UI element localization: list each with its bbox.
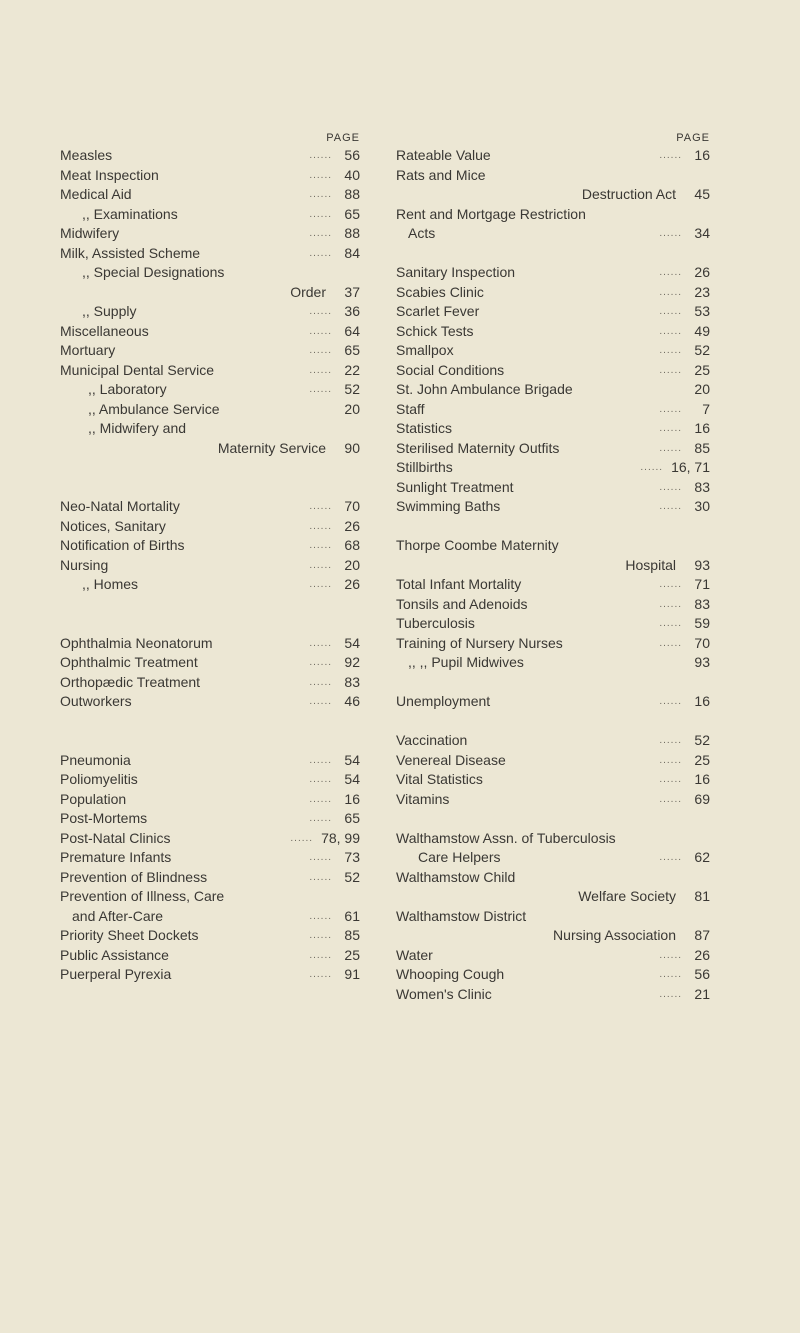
index-entry-page: 81 bbox=[694, 888, 710, 904]
index-entry bbox=[396, 166, 710, 186]
leader-dots: ...... bbox=[659, 793, 682, 805]
index-entry bbox=[60, 419, 360, 439]
index-entry bbox=[396, 634, 710, 654]
leader-dots: ...... bbox=[290, 832, 314, 844]
leader-dots: ...... bbox=[659, 988, 682, 1000]
index-entry bbox=[396, 400, 710, 420]
index-entry bbox=[60, 673, 360, 693]
leader-dots: ...... bbox=[659, 949, 682, 961]
index-entry-label: Scabies Clinic bbox=[396, 283, 484, 300]
index-entry-label: Walthamstow Assn. of Tuberculosis bbox=[396, 829, 616, 846]
index-entry bbox=[60, 283, 360, 303]
index-entry-page: 54 bbox=[344, 771, 360, 787]
index-entry-page: 91 bbox=[344, 966, 360, 982]
leader-dots: ...... bbox=[659, 774, 682, 785]
index-entry-page: 53 bbox=[694, 303, 710, 319]
index-entry bbox=[396, 731, 710, 751]
index-entry-label: ,, Laboratory bbox=[88, 381, 167, 397]
leader-dots: ...... bbox=[309, 676, 332, 688]
index-entry bbox=[60, 790, 360, 810]
index-entry-page: 93 bbox=[694, 654, 710, 670]
index-entry-page: 59 bbox=[694, 615, 710, 631]
index-entry-page: 65 bbox=[344, 205, 360, 222]
index-entry-page: 85 bbox=[344, 927, 360, 943]
leader-dots: ...... bbox=[659, 579, 682, 590]
index-entry-label: Neo-Natal Mortality bbox=[60, 498, 180, 514]
index-entry bbox=[396, 185, 710, 205]
index-entry bbox=[396, 985, 710, 1005]
leader-dots: ...... bbox=[659, 598, 682, 610]
index-entry bbox=[60, 497, 360, 517]
leader-dots bbox=[524, 653, 690, 673]
index-entry-label: Venereal Disease bbox=[396, 751, 506, 768]
index-entry-page: 52 bbox=[344, 868, 360, 885]
index-entry-page: 45 bbox=[694, 186, 710, 202]
index-entry-label: Staff bbox=[396, 400, 425, 417]
index-entry bbox=[60, 653, 360, 673]
index-entry-label: Priority Sheet Dockets bbox=[60, 927, 199, 943]
index-entry-page: 26 bbox=[694, 264, 710, 280]
index-entry bbox=[396, 790, 710, 810]
index-entry bbox=[396, 965, 710, 985]
index-entry bbox=[396, 458, 710, 478]
leader-dots: ...... bbox=[659, 267, 682, 278]
index-column-right bbox=[396, 130, 710, 1004]
index-entry bbox=[60, 770, 360, 790]
leader-dots: ...... bbox=[659, 618, 682, 629]
leader-dots: ...... bbox=[309, 657, 332, 668]
index-entry-page: 83 bbox=[344, 673, 360, 690]
page-column-header-left: PAGE bbox=[326, 132, 360, 144]
index-entry-label: Schick Tests bbox=[396, 322, 474, 339]
leader-dots bbox=[220, 400, 340, 420]
index-entry-label: Acts bbox=[408, 225, 436, 241]
index-entry bbox=[396, 341, 710, 361]
index-entry-label: Tonsils and Adenoids bbox=[396, 595, 528, 612]
index-entry-label: ,, Special Designations bbox=[82, 264, 225, 280]
index-entry-label: Whooping Cough bbox=[396, 966, 505, 982]
index-entry-label: ,, Ambulance Service bbox=[88, 400, 220, 417]
index-entry bbox=[60, 868, 360, 888]
index-entry bbox=[396, 263, 710, 283]
index-entry-page: 46 bbox=[344, 693, 360, 709]
index-entry-label: Sunlight Treatment bbox=[396, 478, 514, 495]
index-spacer bbox=[60, 712, 360, 732]
index-entry-page: 65 bbox=[344, 810, 360, 826]
index-entry-label: Ophthalmia Neonatorum bbox=[60, 634, 213, 651]
index-entry bbox=[396, 829, 710, 849]
leader-dots: ...... bbox=[659, 325, 682, 337]
index-entry bbox=[396, 224, 710, 244]
index-entry-label: Meat Inspection bbox=[60, 166, 159, 183]
index-entry-page: 16 bbox=[694, 420, 710, 436]
index-entry bbox=[60, 341, 360, 361]
leader-dots: ...... bbox=[309, 852, 332, 863]
index-entry-page: 26 bbox=[344, 576, 360, 592]
leader-dots: ...... bbox=[309, 793, 332, 805]
index-entry bbox=[396, 907, 710, 927]
index-entry bbox=[60, 146, 360, 166]
index-entry-page: 23 bbox=[694, 283, 710, 300]
index-entry-page: 92 bbox=[344, 654, 360, 670]
index-entry bbox=[396, 848, 710, 868]
index-entry bbox=[60, 400, 360, 420]
index-entry-label: Training of Nursery Nurses bbox=[396, 634, 563, 651]
index-entry-page: 22 bbox=[344, 361, 360, 378]
index-spacer bbox=[60, 595, 360, 615]
leader-dots: ...... bbox=[659, 423, 682, 434]
leader-dots: ...... bbox=[309, 871, 332, 883]
index-entry-page: 21 bbox=[694, 985, 710, 1002]
index-entry-label: Tuberculosis bbox=[396, 615, 475, 631]
index-entry bbox=[60, 263, 360, 283]
index-entry-label: Prevention of Blindness bbox=[60, 868, 208, 885]
index-entries-left bbox=[60, 146, 360, 985]
index-entry bbox=[396, 380, 710, 400]
index-spacer bbox=[396, 517, 710, 537]
index-entry-page: 25 bbox=[344, 946, 360, 963]
index-column-left bbox=[60, 130, 360, 985]
index-entry-page: 71 bbox=[694, 576, 710, 592]
leader-dots: ...... bbox=[659, 345, 682, 356]
index-entry-page: 16 bbox=[344, 790, 360, 807]
index-entry bbox=[396, 419, 710, 439]
index-entry-label: Water bbox=[396, 946, 433, 963]
index-entry-label: and After-Care bbox=[72, 907, 164, 924]
index-entry bbox=[396, 926, 710, 946]
leader-dots: ...... bbox=[309, 930, 332, 941]
index-entry bbox=[60, 907, 360, 927]
leader-dots: ...... bbox=[309, 384, 332, 395]
index-entry-label: Scarlet Fever bbox=[396, 303, 480, 319]
index-entry-page: 56 bbox=[694, 966, 710, 982]
index-entry-page: 70 bbox=[344, 498, 360, 514]
index-entry-label: Welfare Society bbox=[578, 888, 676, 904]
index-entry-page: 73 bbox=[344, 849, 360, 865]
leader-dots: ...... bbox=[309, 559, 332, 571]
leader-dots: ...... bbox=[659, 403, 682, 415]
index-entry-label: Social Conditions bbox=[396, 361, 505, 378]
index-entry-page: 88 bbox=[344, 186, 360, 202]
index-entry-page: 52 bbox=[694, 342, 710, 358]
leader-dots: ...... bbox=[309, 774, 332, 785]
index-entry-label: Municipal Dental Service bbox=[60, 361, 215, 378]
index-entry bbox=[396, 146, 710, 166]
index-entry-label: Population bbox=[60, 790, 127, 807]
index-entry-label: Rateable Value bbox=[396, 147, 491, 163]
leader-dots: ...... bbox=[659, 852, 682, 863]
index-entry-label: Hospital bbox=[625, 556, 676, 573]
leader-dots: ...... bbox=[659, 969, 682, 980]
index-entry-label: Statistics bbox=[396, 420, 453, 436]
index-entry-page: 52 bbox=[344, 381, 360, 397]
index-entries-right bbox=[396, 146, 710, 1004]
index-entry-label: Mortuary bbox=[60, 342, 116, 358]
index-entry-page: 26 bbox=[694, 946, 710, 963]
index-entry bbox=[60, 751, 360, 771]
index-entry bbox=[60, 185, 360, 205]
index-spacer bbox=[396, 712, 710, 732]
index-entry-label: Premature Infants bbox=[60, 849, 172, 865]
leader-dots: ...... bbox=[309, 813, 332, 824]
index-entry-label: Prevention of Illness, Care bbox=[60, 888, 225, 904]
index-entry bbox=[396, 205, 710, 225]
index-spacer bbox=[60, 458, 360, 478]
leader-dots: ...... bbox=[309, 754, 332, 766]
index-entry-page: 84 bbox=[344, 244, 360, 261]
index-entry-page: 69 bbox=[694, 790, 710, 807]
index-entry-page: 16 bbox=[694, 771, 710, 787]
index-entry-page: 87 bbox=[694, 927, 710, 943]
index-entry bbox=[60, 166, 360, 186]
index-entry bbox=[60, 517, 360, 537]
index-entry-page: 16 bbox=[694, 693, 710, 709]
index-entry-page: 20 bbox=[344, 400, 360, 417]
index-entry bbox=[396, 595, 710, 615]
index-entry-page: 93 bbox=[694, 556, 710, 573]
leader-dots: ...... bbox=[309, 247, 332, 259]
index-entry bbox=[396, 887, 710, 907]
index-entry-label: ,, Homes bbox=[82, 576, 139, 592]
index-entry bbox=[60, 224, 360, 244]
index-entry-label: ,, Supply bbox=[82, 303, 137, 319]
index-entry bbox=[396, 439, 710, 459]
leader-dots: ...... bbox=[309, 189, 332, 200]
leader-dots: ...... bbox=[659, 696, 682, 707]
index-entry-label: Care Helpers bbox=[418, 849, 501, 865]
index-spacer bbox=[396, 673, 710, 693]
index-entry bbox=[60, 926, 360, 946]
index-entry-label: Outworkers bbox=[60, 693, 132, 709]
index-entry bbox=[396, 751, 710, 771]
index-entry-label: Notices, Sanitary bbox=[60, 517, 166, 534]
index-entry bbox=[396, 478, 710, 498]
index-entry bbox=[60, 556, 360, 576]
leader-dots: ...... bbox=[309, 169, 332, 181]
index-entry bbox=[60, 380, 360, 400]
index-entry-label: Rent and Mortgage Restriction bbox=[396, 205, 586, 222]
index-entry-label: ,, ,, Pupil Midwives bbox=[408, 654, 524, 670]
leader-dots: ...... bbox=[309, 364, 332, 376]
leader-dots: ...... bbox=[659, 754, 682, 766]
index-entry-page: 68 bbox=[344, 537, 360, 553]
index-entry-label: Post-Natal Clinics bbox=[60, 829, 171, 846]
leader-dots: ...... bbox=[659, 306, 682, 317]
index-entry-label: Midwifery bbox=[60, 225, 120, 241]
index-entry-label: St. John Ambulance Brigade bbox=[396, 381, 573, 397]
index-entry-page: 49 bbox=[694, 322, 710, 339]
index-entry bbox=[60, 244, 360, 264]
index-entry-label: Poliomyelitis bbox=[60, 771, 138, 787]
index-entry-page: 83 bbox=[694, 595, 710, 612]
leader-dots: ...... bbox=[309, 540, 332, 551]
index-spacer bbox=[60, 478, 360, 498]
index-entry bbox=[60, 848, 360, 868]
index-entry bbox=[396, 614, 710, 634]
index-entry-label: Milk, Assisted Scheme bbox=[60, 244, 201, 261]
index-entry-page: 64 bbox=[344, 322, 360, 339]
index-entry-page: 34 bbox=[694, 225, 710, 241]
leader-dots: ...... bbox=[309, 696, 332, 707]
index-entry-label: Vaccination bbox=[396, 732, 468, 748]
index-entry-page: 62 bbox=[694, 849, 710, 865]
index-entry bbox=[396, 946, 710, 966]
index-entry bbox=[60, 965, 360, 985]
index-entry bbox=[60, 692, 360, 712]
leader-dots: ...... bbox=[309, 345, 332, 356]
index-entry-page: 90 bbox=[344, 439, 360, 456]
leader-dots: ...... bbox=[309, 579, 332, 590]
index-entry-label: Post-Mortems bbox=[60, 810, 148, 826]
leader-dots bbox=[573, 380, 690, 400]
index-entry-label: Unemployment bbox=[396, 693, 491, 709]
index-entry-page: 54 bbox=[344, 634, 360, 651]
leader-dots: ...... bbox=[309, 520, 332, 532]
leader-dots: ...... bbox=[309, 969, 332, 980]
index-entry-label: Order bbox=[290, 283, 326, 300]
index-entry bbox=[396, 575, 710, 595]
index-entry bbox=[60, 322, 360, 342]
index-entry bbox=[396, 692, 710, 712]
index-entry-label: Notification of Births bbox=[60, 537, 185, 553]
leader-dots: ...... bbox=[659, 501, 682, 512]
index-entry-label: Total Infant Mortality bbox=[396, 576, 522, 592]
index-entry-label: Sterilised Maternity Outfits bbox=[396, 439, 560, 456]
index-entry-label: Maternity Service bbox=[217, 439, 326, 456]
index-entry-label: Swimming Baths bbox=[396, 498, 501, 514]
index-entry-label: Pneumonia bbox=[60, 751, 131, 768]
index-entry-page: 26 bbox=[344, 517, 360, 534]
index-entry bbox=[396, 868, 710, 888]
index-entry-page: 54 bbox=[344, 751, 360, 768]
index-entry-label: Vitamins bbox=[396, 790, 450, 807]
index-entry bbox=[396, 361, 710, 381]
index-entry-label: Thorpe Coombe Maternity bbox=[396, 537, 559, 553]
index-entry-page: 52 bbox=[694, 732, 710, 748]
index-entry bbox=[60, 634, 360, 654]
leader-dots: ...... bbox=[309, 501, 332, 512]
leader-dots: ...... bbox=[659, 735, 682, 746]
index-entry-page: 20 bbox=[344, 556, 360, 573]
index-entry-label: Nursing Association bbox=[553, 927, 676, 943]
index-entry-page: 37 bbox=[344, 283, 360, 300]
index-entry bbox=[60, 536, 360, 556]
index-entry-page: 16 bbox=[694, 147, 710, 163]
leader-dots: ...... bbox=[309, 637, 332, 649]
index-spacer bbox=[60, 614, 360, 634]
index-entry bbox=[60, 829, 360, 849]
index-entry-label: Ophthalmic Treatment bbox=[60, 654, 198, 670]
leader-dots: ...... bbox=[659, 481, 682, 493]
leader-dots: ...... bbox=[309, 949, 332, 961]
index-entry bbox=[60, 887, 360, 907]
index-spacer bbox=[396, 244, 710, 264]
index-entry-label: Vital Statistics bbox=[396, 771, 483, 787]
index-entry bbox=[396, 556, 710, 576]
index-entry-label: Rats and Mice bbox=[396, 166, 486, 183]
index-entry-page: 88 bbox=[344, 225, 360, 241]
leader-dots: ...... bbox=[309, 150, 332, 161]
leader-dots: ...... bbox=[659, 637, 682, 649]
index-entry-label: Miscellaneous bbox=[60, 322, 149, 339]
index-entry bbox=[60, 809, 360, 829]
index-entry bbox=[60, 946, 360, 966]
index-entry-page: 56 bbox=[344, 147, 360, 163]
index-entry-page: 25 bbox=[694, 361, 710, 378]
index-entry-page: 25 bbox=[694, 751, 710, 768]
index-entry-label: Public Assistance bbox=[60, 946, 169, 963]
index-entry-page: 7 bbox=[702, 400, 710, 417]
index-entry-label: Orthopædic Treatment bbox=[60, 673, 201, 690]
index-entry-page: 40 bbox=[344, 166, 360, 183]
leader-dots: ...... bbox=[659, 442, 682, 454]
leader-dots: ...... bbox=[309, 208, 332, 220]
leader-dots: ...... bbox=[659, 228, 682, 239]
index-entry-label: ,, Examinations bbox=[82, 205, 178, 222]
index-entry bbox=[60, 205, 360, 225]
index-entry-page: 83 bbox=[694, 478, 710, 495]
index-spacer bbox=[396, 809, 710, 829]
index-entry bbox=[60, 302, 360, 322]
index-entry-page: 30 bbox=[694, 498, 710, 514]
index-entry-page: 16, 71 bbox=[671, 459, 710, 475]
index-entry bbox=[396, 770, 710, 790]
leader-dots: ...... bbox=[309, 306, 332, 317]
leader-dots: ...... bbox=[659, 286, 682, 298]
index-entry bbox=[60, 575, 360, 595]
leader-dots: ...... bbox=[309, 228, 332, 239]
leader-dots: ...... bbox=[659, 150, 682, 161]
index-entry-page: 61 bbox=[344, 907, 360, 924]
index-entry bbox=[60, 361, 360, 381]
index-entry-label: Puerperal Pyrexia bbox=[60, 966, 172, 982]
index-entry bbox=[396, 283, 710, 303]
leader-dots: ...... bbox=[659, 364, 682, 376]
index-entry-label: Sanitary Inspection bbox=[396, 264, 516, 280]
index-entry-label: ,, Midwifery and bbox=[88, 420, 187, 436]
index-entry-page: 20 bbox=[694, 381, 710, 397]
index-entry-page: 36 bbox=[344, 303, 360, 319]
index-entry-label: Nursing bbox=[60, 556, 109, 573]
index-spacer bbox=[60, 731, 360, 751]
index-entry-label: Medical Aid bbox=[60, 186, 132, 202]
index-entry bbox=[396, 536, 710, 556]
index-entry-page: 85 bbox=[694, 439, 710, 456]
leader-dots: ...... bbox=[640, 462, 664, 473]
index-entry-label: Walthamstow District bbox=[396, 907, 527, 924]
index-entry-label: Destruction Act bbox=[581, 186, 676, 202]
index-entry bbox=[396, 302, 710, 322]
index-entry-label: Walthamstow Child bbox=[396, 868, 516, 885]
index-entry-page: 70 bbox=[694, 634, 710, 651]
index-entry-page: 65 bbox=[344, 342, 360, 358]
index-entry bbox=[396, 497, 710, 517]
index-entry-page: 78, 99 bbox=[321, 829, 360, 846]
index-entry bbox=[396, 322, 710, 342]
index-entry bbox=[60, 439, 360, 459]
page-column-header-right: PAGE bbox=[676, 132, 710, 144]
index-entry-label: Stillbirths bbox=[396, 459, 453, 475]
leader-dots: ...... bbox=[309, 910, 332, 922]
index-entry bbox=[396, 653, 710, 673]
index-entry-label: Measles bbox=[60, 147, 113, 163]
leader-dots: ...... bbox=[309, 325, 332, 337]
index-entry-label: Women's Clinic bbox=[396, 985, 492, 1002]
index-entry-label: Smallpox bbox=[396, 342, 454, 358]
